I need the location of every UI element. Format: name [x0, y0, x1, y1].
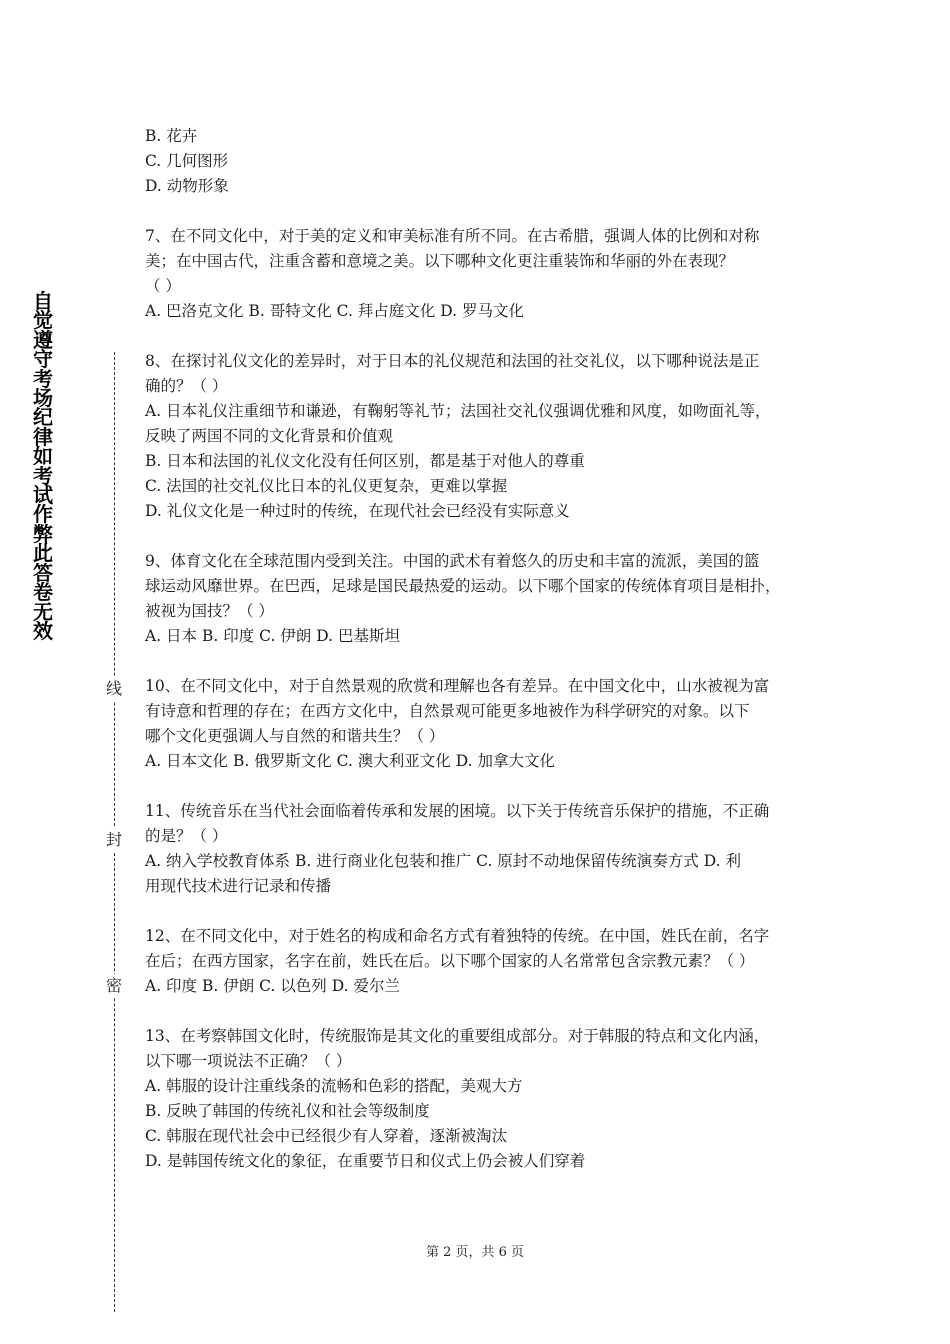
question-9	[145, 549, 825, 649]
question-stem: 10、在不同文化中，对于自然景观的欣赏和理解也各有差异。在中国文化中，山水被视为富	[145, 677, 770, 695]
option-c: C. 几何图形	[145, 152, 229, 170]
question-7	[145, 224, 825, 324]
question-stem: （ ）	[145, 277, 181, 295]
question-stem: 的是？（ ）	[145, 827, 228, 845]
exam-discipline-warning: 自觉遵守考场纪律如考试作弊此答卷无效	[33, 289, 53, 643]
question-12	[145, 924, 825, 999]
binding-mark-seal: 封	[102, 828, 126, 852]
question-stem: 13、在考察韩国文化时，传统服饰是其文化的重要组成部分。对于韩服的特点和文化内涵，	[145, 1027, 770, 1045]
option-a-continued: 反映了两国不同的文化背景和价值观	[145, 427, 394, 445]
question-stem: 美；在中国古代，注重含蓄和意境之美。以下哪种文化更注重装饰和华丽的外在表现？	[145, 252, 735, 270]
question-options: A. 日本文化 B. 俄罗斯文化 C. 澳大利亚文化 D. 加拿大文化	[145, 752, 555, 770]
question-stem: 12、在不同文化中，对于姓名的构成和命名方式有着独特的传统。在中国，姓氏在前，名字	[145, 927, 770, 945]
option-b: B. 日本和法国的礼仪文化没有任何区别，都是基于对他人的尊重	[145, 452, 585, 470]
question-options: A. 巴洛克文化 B. 哥特文化 C. 拜占庭文化 D. 罗马文化	[145, 302, 524, 320]
question-stem: 有诗意和哲理的存在；在西方文化中，自然景观可能更多地被作为科学研究的对象。以下	[145, 702, 750, 720]
option-d: D. 礼仪文化是一种过时的传统，在现代社会已经没有实际意义	[145, 502, 570, 520]
option-b: B. 花卉	[145, 127, 198, 145]
question-options: A. 日本 B. 印度 C. 伊朗 D. 巴基斯坦	[145, 627, 400, 645]
option-a: A. 韩服的设计注重线条的流畅和色彩的搭配，美观大方	[145, 1077, 523, 1095]
question-11	[145, 799, 825, 899]
question-10	[145, 674, 825, 774]
option-a: A. 日本礼仪注重细节和谦逊，有鞠躬等礼节；法国社交礼仪强调优雅和风度，如吻面礼等，	[145, 402, 771, 420]
question-stem: 被视为国技？（ ）	[145, 602, 274, 620]
question-stem: 11、传统音乐在当代社会面临着传承和发展的困境。以下关于传统音乐保护的措施，不正确	[145, 802, 770, 820]
question-stem: 以下哪一项说法不正确？（ ）	[145, 1052, 352, 1070]
option-c: C. 法国的社交礼仪比日本的礼仪更复杂，更难以掌握	[145, 477, 508, 495]
option-d: D. 动物形象	[145, 177, 229, 195]
question-stem: 在后；在西方国家，名字在前，姓氏在后。以下哪个国家的人名常常包含宗教元素？（ ）	[145, 952, 755, 970]
option-b: B. 反映了韩国的传统礼仪和社会等级制度	[145, 1102, 430, 1120]
option-d: D. 是韩国传统文化的象征，在重要节日和仪式上仍会被人们穿着	[145, 1152, 586, 1170]
question-13	[145, 1024, 825, 1174]
binding-mark-secret: 密	[102, 974, 126, 998]
option-c: C. 韩服在现代社会中已经很少有人穿着，逐渐被淘汰	[145, 1127, 508, 1145]
question-stem: 7、在不同文化中，对于美的定义和审美标准有所不同。在古希腊，强调人体的比例和对称	[145, 227, 760, 245]
question-8	[145, 349, 825, 524]
question-stem: 球运动风靡世界。在巴西，足球是国民最热爱的运动。以下哪个国家的传统体育项目是相扑，	[145, 577, 781, 595]
question-options: A. 印度 B. 伊朗 C. 以色列 D. 爱尔兰	[145, 977, 400, 995]
question-stem: 哪个文化更强调人与自然的和谐共生？（ ）	[145, 727, 445, 745]
page-number-footer: 第 2 页，共 6 页	[425, 1245, 525, 1260]
question-stem: 8、在探讨礼仪文化的差异时，对于日本的礼仪规范和法国的社交礼仪，以下哪种说法是正	[145, 352, 760, 370]
binding-mark-line: 线	[102, 677, 126, 701]
question-content	[145, 124, 825, 1174]
question-stem: 9、体育文化在全球范围内受到关注。中国的武术有着悠久的历史和丰富的流派，美国的篮	[145, 552, 760, 570]
question-options: A. 纳入学校教育体系 B. 进行商业化包装和推广 C. 原封不动地保留传统演奏方式 D. 利	[145, 852, 741, 870]
question-options-continued: 用现代技术进行记录和传播	[145, 877, 332, 895]
question-stem: 确的？（ ）	[145, 377, 228, 395]
question-6-options	[145, 124, 825, 199]
